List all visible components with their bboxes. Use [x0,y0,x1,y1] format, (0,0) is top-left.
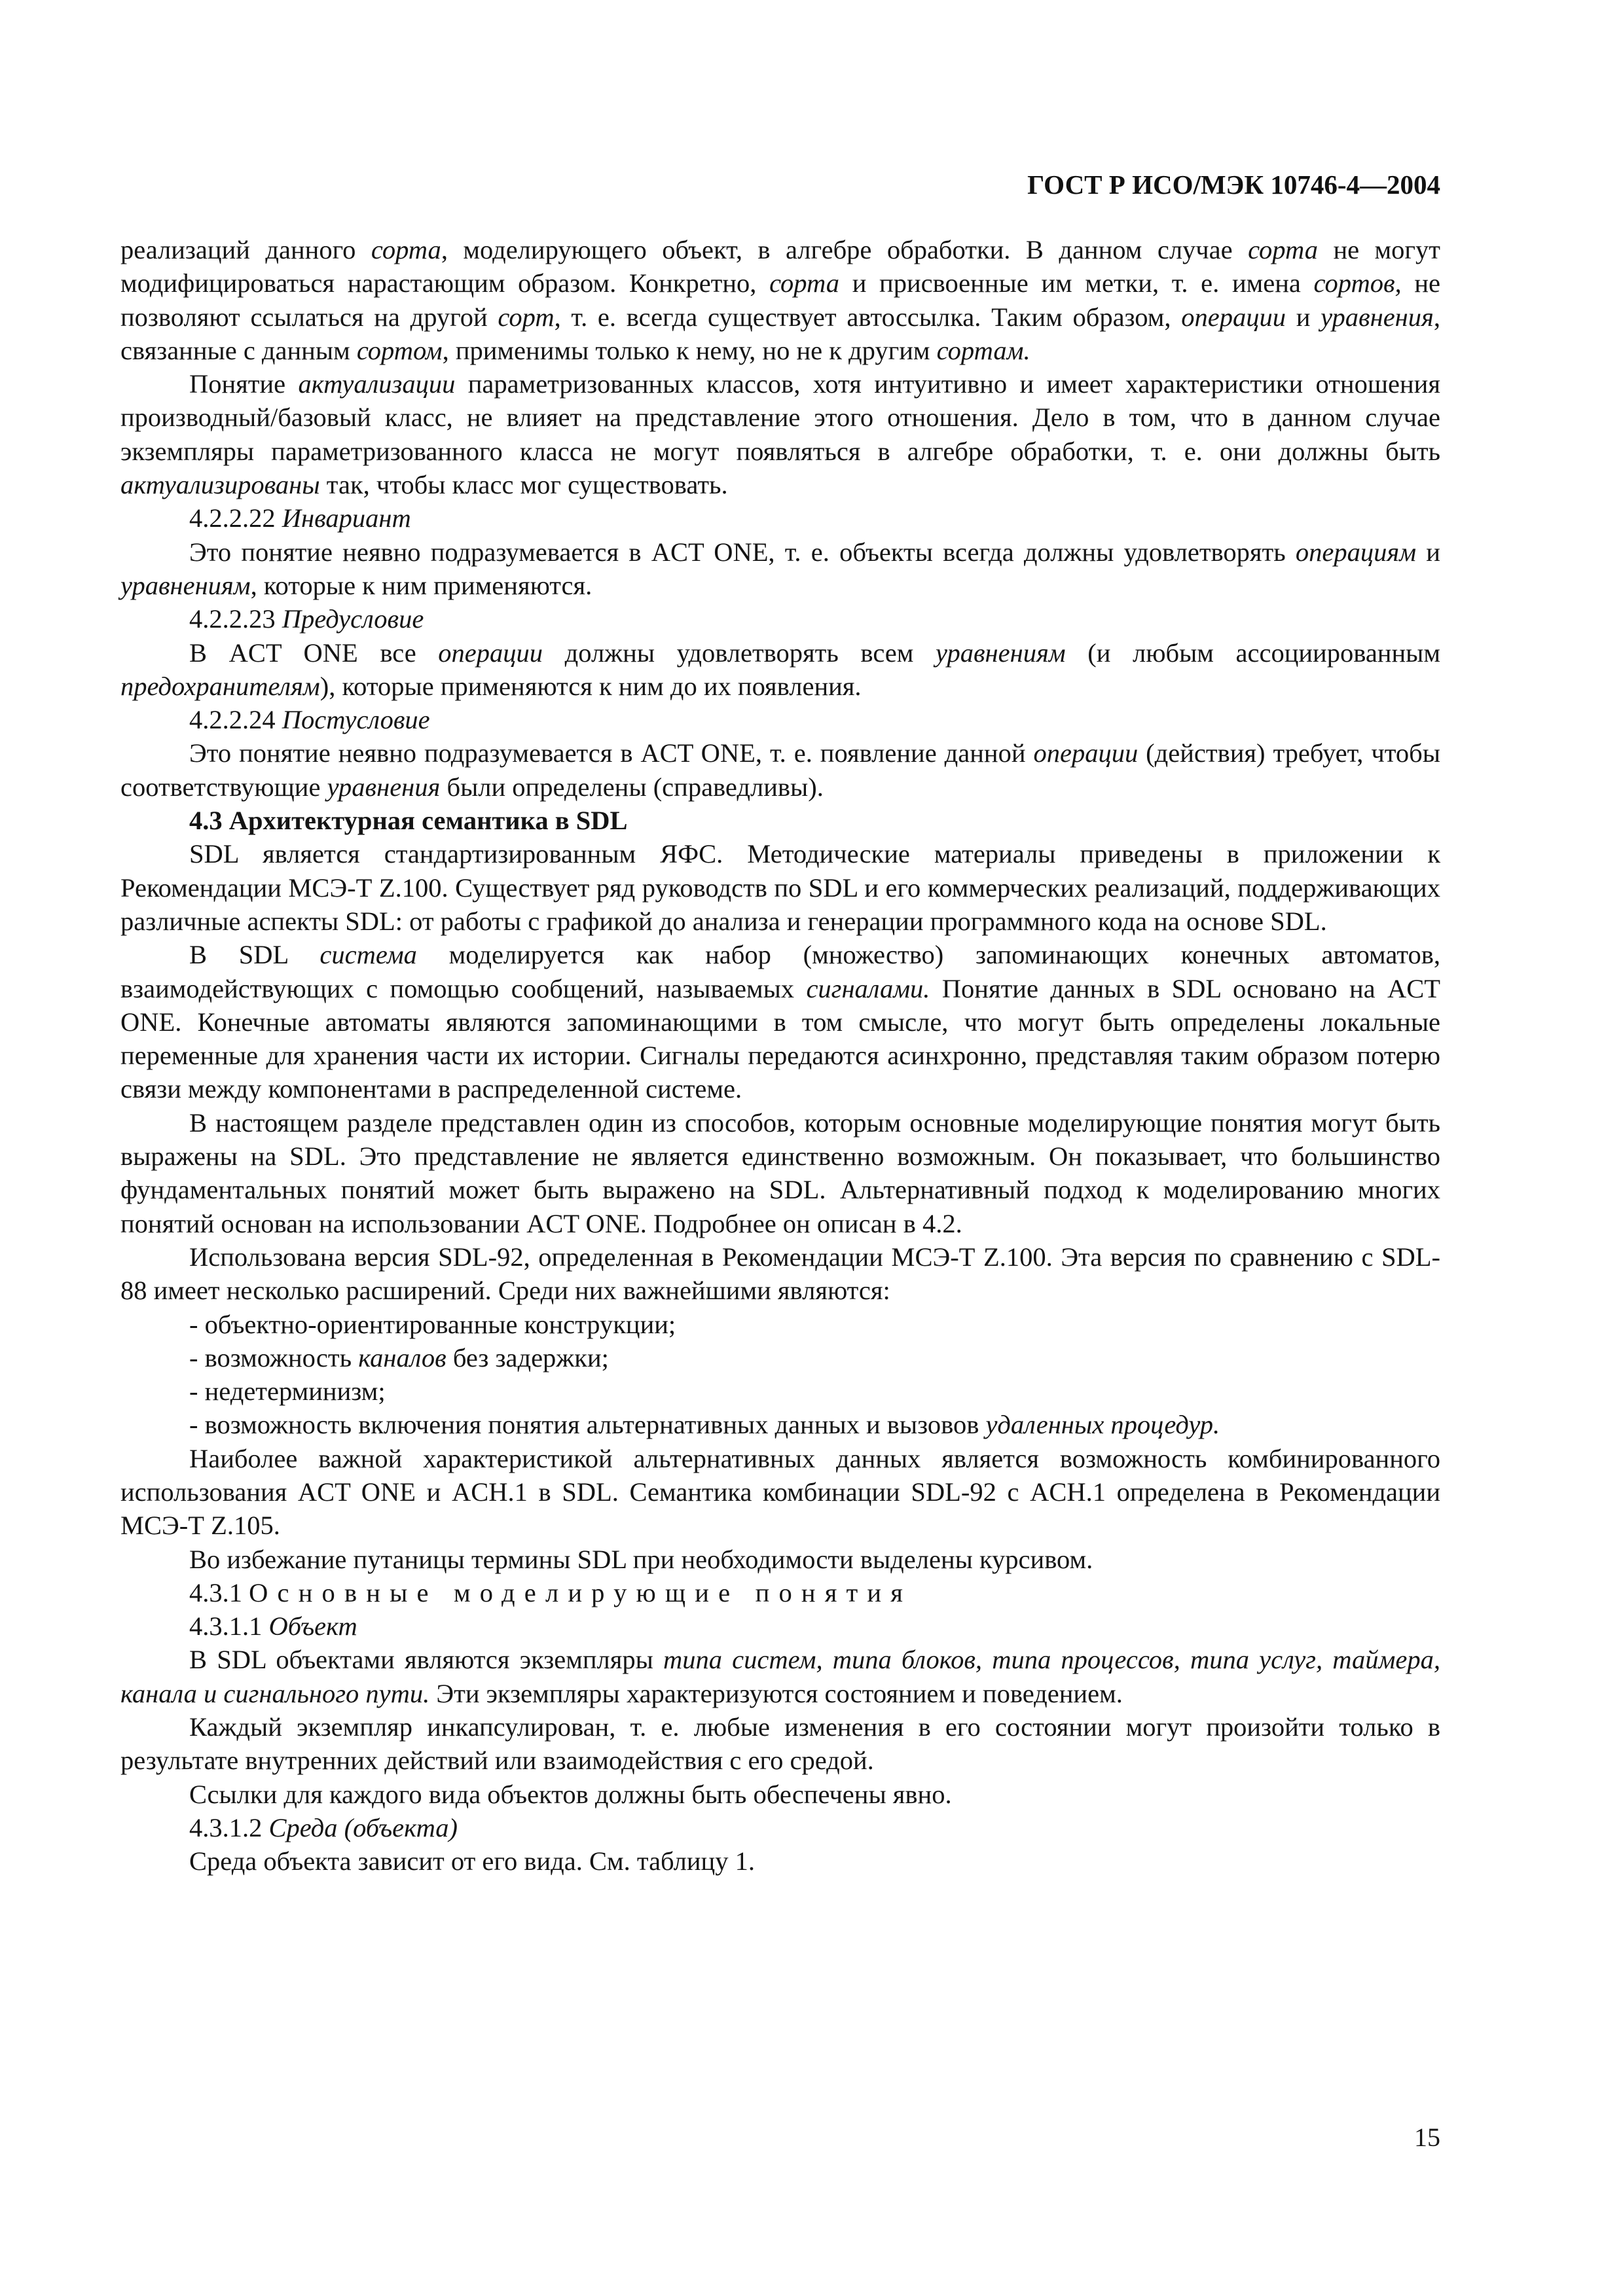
text-run: Это понятие неявно подразумевается в ACT ONE, т. е. объекты всегда должны удовлетворять [189,537,1296,567]
text-run: так, чтобы класс мог существовать. [319,470,728,500]
italic-term: система [319,940,417,970]
text-run: , применимы только к нему, но не к другим [442,335,937,365]
italic-term: сорта [769,268,840,298]
italic-term: операции [1181,302,1286,332]
text-run: - недетерминизм; [189,1376,386,1407]
italic-term: уравнения [1321,302,1434,332]
text-run: параметризованных классов, хотя интуитивно и имеет характеристики отношения производный/базовый класс, не влияет на представление этого отношения. Дело в том, что в данном случае экземпляры параметризованного класса не могут появляться в алгебре обработки, т. е. они должны быть [120,369,1440,466]
text-run: 4.2.2.22 [189,503,282,533]
italic-term: Объект [268,1611,357,1641]
text-run: 4.3.1 [189,1577,249,1607]
text-run: и [1286,302,1321,332]
text-run: Понятие [189,369,299,399]
text-run: Эти экземпляры характеризуются состоянием и поведением. [429,1678,1123,1708]
text-run: Во избежание путаницы термины SDL при необходимости выделены курсивом. [189,1544,1093,1574]
italic-term: уравнениям [120,570,251,600]
p-object [120,1643,1440,1710]
italic-term: Постусловие [282,705,430,735]
text-run: - возможность [189,1342,359,1372]
text-run: Ссылки для каждого вида объектов должны быть обеспечены явно. [189,1779,952,1809]
text-run: , связанные с данным [120,302,1440,365]
h-4-2-2-24 [120,703,1440,736]
italic-term: каналов [358,1342,447,1372]
text-run: 4.3 Архитектурная семантика в SDL [189,806,628,836]
text-run: не позволяют ссылаться на другой [120,268,1440,332]
text-run: В настоящем разделе представлен один из способов, которым основные моделирующие понятия могут быть выражены на SDL. Это представление не является единственно возможным. Он показывает, что большинство фундаментальных понятий может быть выражено на SDL. Альтернативный подход к моделированию многих понятий основан на использовании ACT ONE. Подробнее он описан в 4.2. [120,1107,1440,1238]
italic-term: уравнениям [936,637,1066,668]
li-1 [120,1308,1440,1341]
p-precondition [120,636,1440,704]
italic-term: сорта [1248,235,1318,264]
text-run: моделируется как набор (множество) запоминающих конечных автоматов, взаимодействующих с помощью сообщений, называемых [120,940,1440,1003]
text-run: не могут модифицироваться нарастающим образом. Конкретно, [120,235,1440,298]
li-3 [120,1374,1440,1408]
text-run: В SDL объектами являются экземпляры [189,1645,663,1675]
p-references [120,1778,1440,1811]
p-invariant [120,535,1440,603]
p-environment [120,1844,1440,1878]
h-4-3 [120,804,1440,837]
text-run: Основные моделирующие понятия [249,1577,913,1607]
p-postcondition [120,736,1440,804]
italic-term: уравнения [327,772,441,802]
text-run: были определены (справедливы). [440,772,824,802]
page-number: 15 [1414,2123,1440,2152]
text-run: SDL является стандартизированным ЯФС. Методические материалы приведены в приложении к Рекомендации МСЭ-Т Z.100. Существует ряд руководств по SDL и его коммерческих реализаций, поддерживающих различные аспекты SDL: от работы с графикой до анализа и генерации программного кода на основе SDL. [120,839,1440,936]
italic-term: операциям [1295,537,1417,567]
document-header-code: ГОСТ Р ИСО/МЭК 10746-4—2004 [1027,170,1440,200]
text-run: Понятие данных в SDL основано на ACT ONE. Конечные автоматы являются запоминающими в том смысле, что могут быть определены локальные переменные для хранения части их истории. Сигналы передаются асинхронно, представляя таким образом потерю связи между компонентами в распределенной системе. [120,973,1441,1104]
italic-term: актуализации [298,369,456,399]
text-run: , т. е. всегда существует автоссылка. Таким образом, [554,302,1182,332]
p-sdl-system [120,938,1440,1105]
text-run: В ACT ONE все [189,637,439,668]
text-run: 4.2.2.23 [189,604,282,634]
text-run: Это понятие неявно подразумевается в ACT ONE, т. е. появление данной [189,738,1034,768]
h-4-3-1-2 [120,1811,1440,1844]
italic-term: операции [438,637,543,668]
text-run: должны удовлетворять всем [543,637,936,668]
p-sort-continuation [120,233,1440,367]
p-sdl92 [120,1240,1440,1308]
text-run: Среда объекта зависит от его вида. См. таблицу 1. [189,1846,755,1876]
text-run: 4.3.1.1 [189,1611,269,1641]
h-4-3-1-1 [120,1609,1440,1643]
italic-term: сортов, [1313,268,1402,298]
italic-term: сорт [498,302,555,332]
italic-term: типа систем, типа блоков, типа процессов, типа услуг, таймера, канала и сигнального пути. [120,1645,1440,1708]
p-italics-note [120,1543,1440,1576]
italic-term: сортам. [936,335,1030,365]
text-run: (и любым ассоциированным [1065,637,1440,668]
p-section-intro [120,1106,1440,1240]
italic-term: Предусловие [282,604,424,634]
italic-term: Среда (объекта) [268,1812,458,1842]
text-run: 4.2.2.24 [189,705,282,735]
text-run: и присвоенные им метки, т. е. имена [839,268,1314,298]
text-run: 4.3.1.2 [189,1812,269,1842]
h-4-2-2-22 [120,501,1440,535]
text-run: Каждый экземпляр инкапсулирован, т. е. любые изменения в его состоянии могут произойти только в результате внутренних действий или взаимодействия с его средой. [120,1712,1440,1776]
p-encapsulation [120,1710,1440,1778]
italic-term: сорта [371,235,441,264]
text-run: - возможность включения понятия альтернативных данных и вызовов [189,1410,986,1440]
italic-term: сортом [356,335,443,365]
li-4 [120,1408,1440,1441]
text-run: , которые к ним применяются. [250,570,593,600]
text-run: реализаций данного [120,235,371,264]
text-run: - объектно-ориентированные конструкции; [189,1309,676,1339]
text-run: (действия) требует, чтобы соответствующие [120,738,1440,802]
italic-term: предохранителям [120,671,320,701]
h-4-2-2-23 [120,602,1440,636]
text-run: без задержки; [446,1342,609,1372]
p-alt-data [120,1442,1440,1543]
text-run: , моделирующего объект, в алгебре обработки. В данном случае [441,235,1249,264]
document-body [120,233,1440,1878]
italic-term: Инвариант [282,503,411,533]
italic-term: операции [1033,738,1139,768]
text-run: и [1416,537,1440,567]
text-run: Использована версия SDL-92, определенная в Рекомендации МСЭ-Т Z.100. Эта версия по сравнению с SDL-88 имеет несколько расширений. Среди них важнейшими являются: [120,1242,1440,1306]
text-run: ), которые применяются к ним до их появления. [319,671,862,701]
text-run: В SDL [189,940,320,970]
italic-term: сигналами. [806,973,930,1003]
p-sdl-standard [120,837,1440,938]
italic-term: удаленных процедур. [985,1410,1220,1440]
h-4-3-1 [120,1576,1440,1609]
text-run: Наиболее важной характеристикой альтернативных данных является возможность комбинированного использования ACT ONE и ACH.1 в SDL. Семантика комбинации SDL-92 с ACH.1 определена в Рекомендации МСЭ-Т Z.105. [120,1443,1440,1541]
italic-term: актуализированы [120,470,320,500]
p-actualization [120,367,1440,501]
li-2 [120,1341,1440,1374]
